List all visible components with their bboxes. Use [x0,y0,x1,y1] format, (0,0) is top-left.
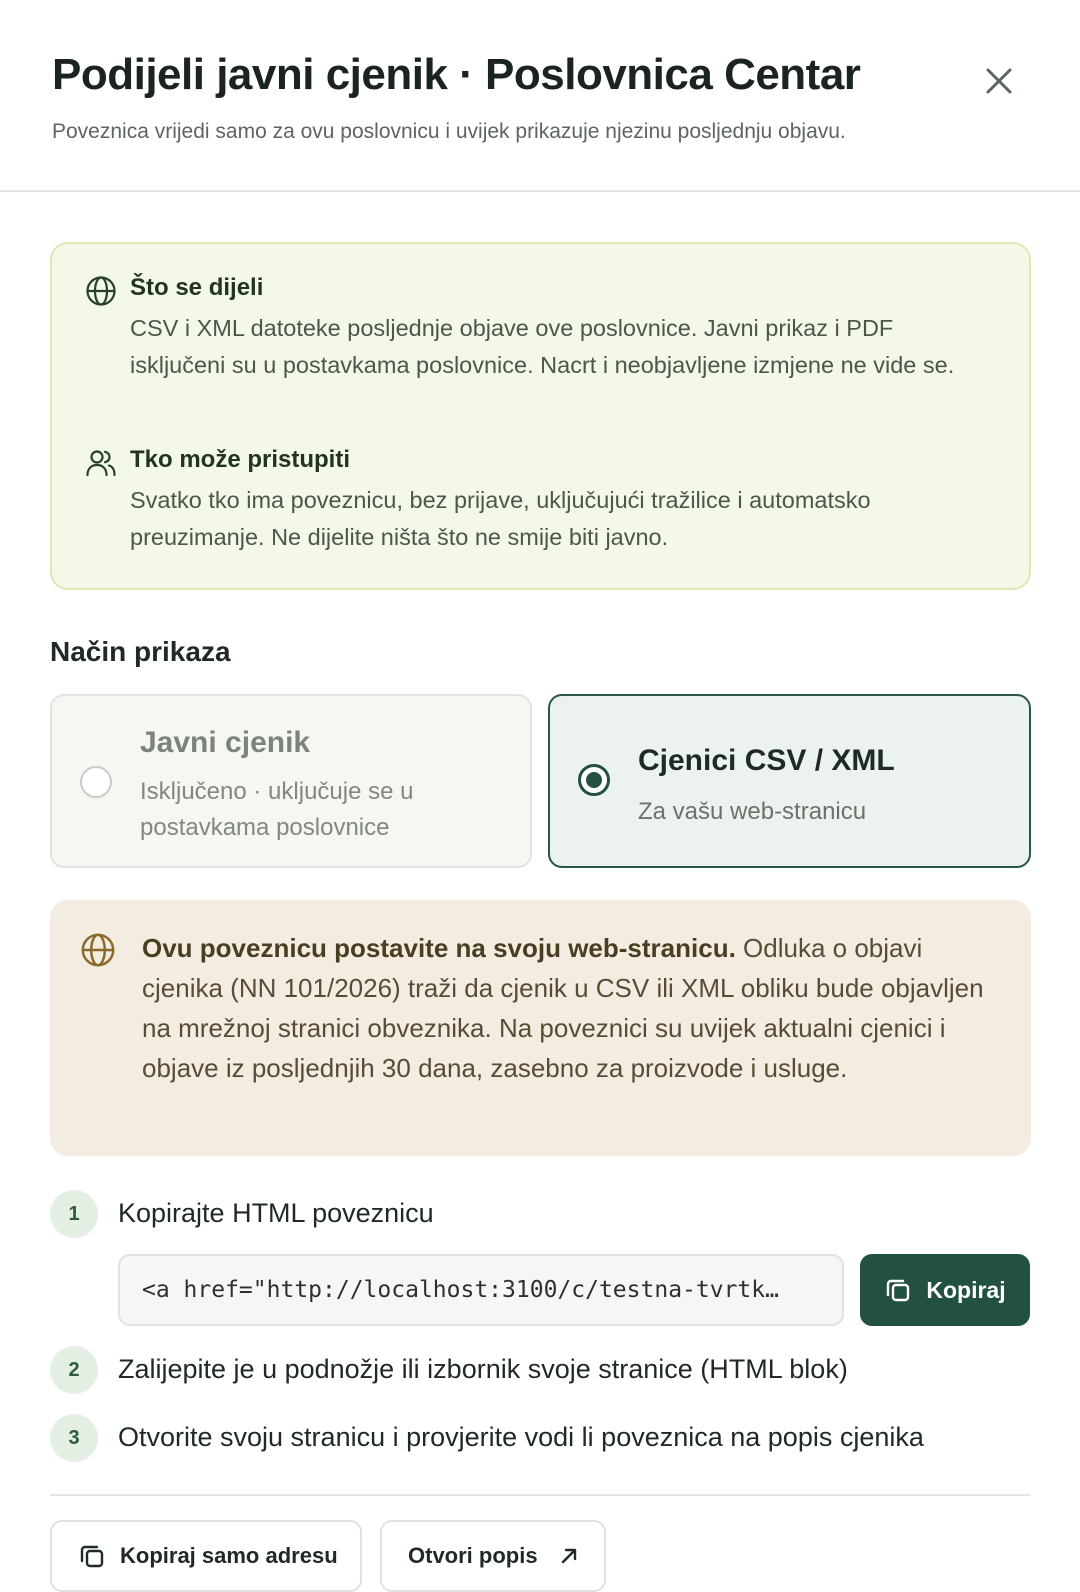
copy-address-label: Kopiraj samo adresu [120,1543,338,1568]
info-what-text: CSV i XML datoteke posljednje objave ove poslovnice. Javni prikaz i PDF isključeni su u postavkama poslovnice. Nacrt i neobjavljene izmjene ne vide se. [130,315,955,378]
display-mode-label: Način prikaza [50,636,231,667]
copy-icon [78,1542,106,1570]
html-link-field[interactable] [118,1254,844,1326]
notice-bold: Ovu poveznicu postavite na svoju web-stranicu. [142,933,736,963]
step-number: 2 [50,1346,98,1394]
close-icon [984,66,1014,96]
step-text: Kopirajte HTML poveznicu [118,1198,434,1228]
option-csv-xml[interactable] [548,694,1031,868]
external-link-arrow-icon [558,1545,580,1567]
copy-address-button[interactable] [50,1520,362,1592]
step-number: 3 [50,1414,98,1462]
step-number: 1 [50,1190,98,1238]
footer-divider [50,1494,1031,1496]
copy-icon [884,1276,912,1304]
info-what-title: Što se dijeli [130,274,264,301]
option-csv-xml-desc: Za vašu web-stranicu [638,798,867,825]
option-public-pricelist-desc: Isključeno · uključuje se u postavkama poslovnice [140,778,414,841]
option-public-pricelist-title: Javni cjenik [140,726,311,759]
website-notice [50,900,1031,1156]
globe-icon [80,932,116,968]
option-public-pricelist[interactable] [50,694,532,868]
globe-icon [84,274,118,308]
copy-button-label: Kopiraj [926,1276,1006,1303]
notice-body: Odluka o objavi cjenika (NN 101/2026) traži da cjenik u CSV ili XML obliku bude objavljen na mrežnoj stranici obveznika. Na poveznici su uvijek aktualni cjenici i objave iz posljednjih 30 dana, zasebno za proizvode i usluge. [142,933,984,1083]
dialog-header [0,0,1080,192]
copy-button[interactable] [860,1254,1030,1326]
users-icon [84,446,118,480]
step-text: Zalijepite je u podnožje ili izbornik svoje stranice (HTML blok) [118,1354,848,1384]
radio-public-pricelist[interactable] [80,766,112,798]
step-text: Otvorite svoju stranicu i provjerite vodi li poveznica na popis cjenika [118,1422,924,1452]
dialog-subtitle: Poveznica vrijedi samo za ovu poslovnicu i uvijek prikazuje njezinu posljednju objavu. [52,120,846,143]
open-list-label: Otvori popis [408,1543,538,1568]
open-list-button[interactable] [380,1520,606,1592]
sharing-info-box [50,242,1031,590]
dialog-title: Podijeli javni cjenik · Poslovnica Centar [52,50,861,99]
close-button[interactable] [978,60,1020,102]
notice-text [142,928,1002,1088]
option-csv-xml-title: Cjenici CSV / XML [638,744,895,777]
info-who-title: Tko može pristupiti [130,446,351,473]
info-who-text: Svatko tko ima poveznicu, bez prijave, uključujući tražilice i automatsko preuzimanje. Ne dijelite ništa što ne smije biti javno. [130,487,871,550]
html-link-value: <a href="http://localhost:3100/c/testna-tvrtk… [142,1277,779,1303]
radio-csv-xml[interactable] [578,764,610,796]
